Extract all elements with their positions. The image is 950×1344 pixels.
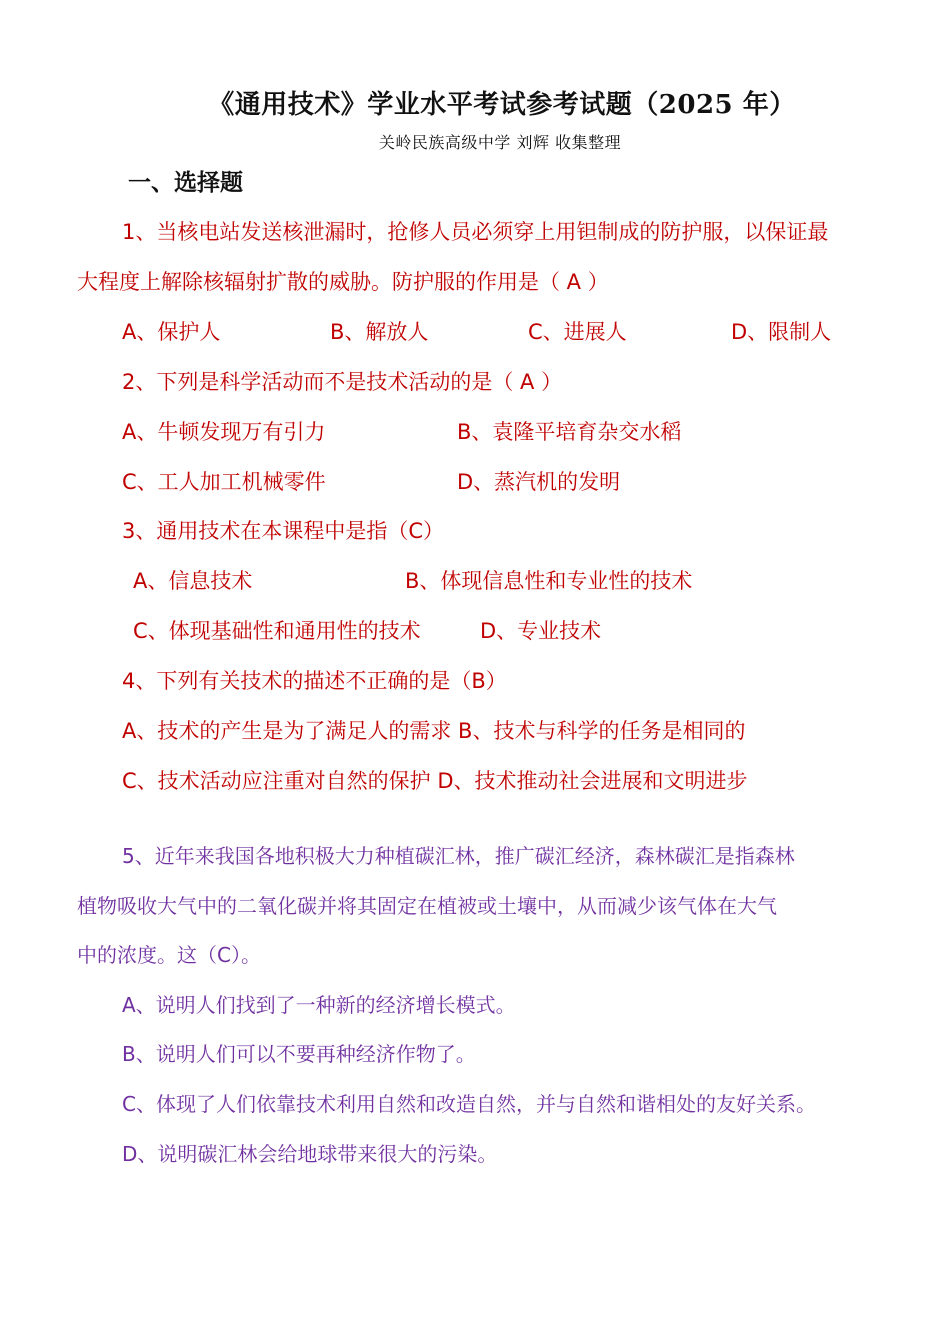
question-3-option-d: D、专业技术 bbox=[480, 619, 602, 643]
question-5-option-a: A、说明人们找到了一种新的经济增长模式。 bbox=[122, 993, 516, 1017]
question-2-option-b: B、袁隆平培育杂交水稻 bbox=[457, 420, 682, 444]
question-4-options-line-1: A、技术的产生是为了满足人的需求 B、技术与科学的任务是相同的 bbox=[122, 719, 746, 743]
question-5-stem-line-3: 中的浓度。这（C）。 bbox=[77, 943, 261, 967]
question-1-option-a: A、保护人 bbox=[122, 320, 221, 344]
question-3-stem: 3、通用技术在本课程中是指（C） bbox=[122, 519, 445, 543]
question-3-option-b: B、体现信息性和专业性的技术 bbox=[405, 569, 693, 593]
question-5-stem-line-1: 5、近年来我国各地积极大力种植碳汇林，推广碳汇经济，森林碳汇是指森林 bbox=[122, 844, 795, 868]
question-5-stem-line-2: 植物吸收大气中的二氧化碳并将其固定在植被或土壤中，从而减少该气体在大气 bbox=[77, 894, 777, 918]
question-2-option-a: A、牛顿发现万有引力 bbox=[122, 420, 326, 444]
question-1-stem-line-1: 1、当核电站发送核泄漏时，抢修人员必须穿上用钽制成的防护服，以保证最 bbox=[122, 220, 829, 244]
page-title: 《通用技术》学业水平考试参考试题（2025 年） bbox=[208, 90, 796, 120]
question-2-option-d: D、蒸汽机的发明 bbox=[457, 470, 621, 494]
question-3-option-c: C、体现基础性和通用性的技术 bbox=[133, 619, 421, 643]
question-4-options-line-2: C、技术活动应注重对自然的保护 D、技术推动社会进展和文明进步 bbox=[122, 769, 748, 793]
question-4-stem: 4、下列有关技术的描述不正确的是（B） bbox=[122, 669, 507, 693]
question-1-option-d: D、限制人 bbox=[731, 320, 832, 344]
question-5-option-b: B、说明人们可以不要再种经济作物了。 bbox=[122, 1042, 476, 1066]
question-3-option-a: A、信息技术 bbox=[133, 569, 253, 593]
question-1-option-c: C、进展人 bbox=[528, 320, 627, 344]
question-2-option-c: C、工人加工机械零件 bbox=[122, 470, 326, 494]
question-1-option-b: B、解放人 bbox=[330, 320, 429, 344]
question-5-option-c: C、体现了人们依靠技术利用自然和改造自然，并与自然和谐相处的友好关系。 bbox=[122, 1092, 816, 1116]
question-5-option-d: D、说明碳汇林会给地球带来很大的污染。 bbox=[122, 1142, 498, 1166]
question-1-stem-line-2: 大程度上解除核辐射扩散的威胁。防护服的作用是（ A ） bbox=[77, 270, 609, 294]
question-2-stem: 2、下列是科学活动而不是技术活动的是（ A ） bbox=[122, 370, 563, 394]
section-heading: 一、选择题 bbox=[128, 170, 243, 196]
page-subtitle: 关岭民族高级中学 刘辉 收集整理 bbox=[378, 133, 622, 152]
